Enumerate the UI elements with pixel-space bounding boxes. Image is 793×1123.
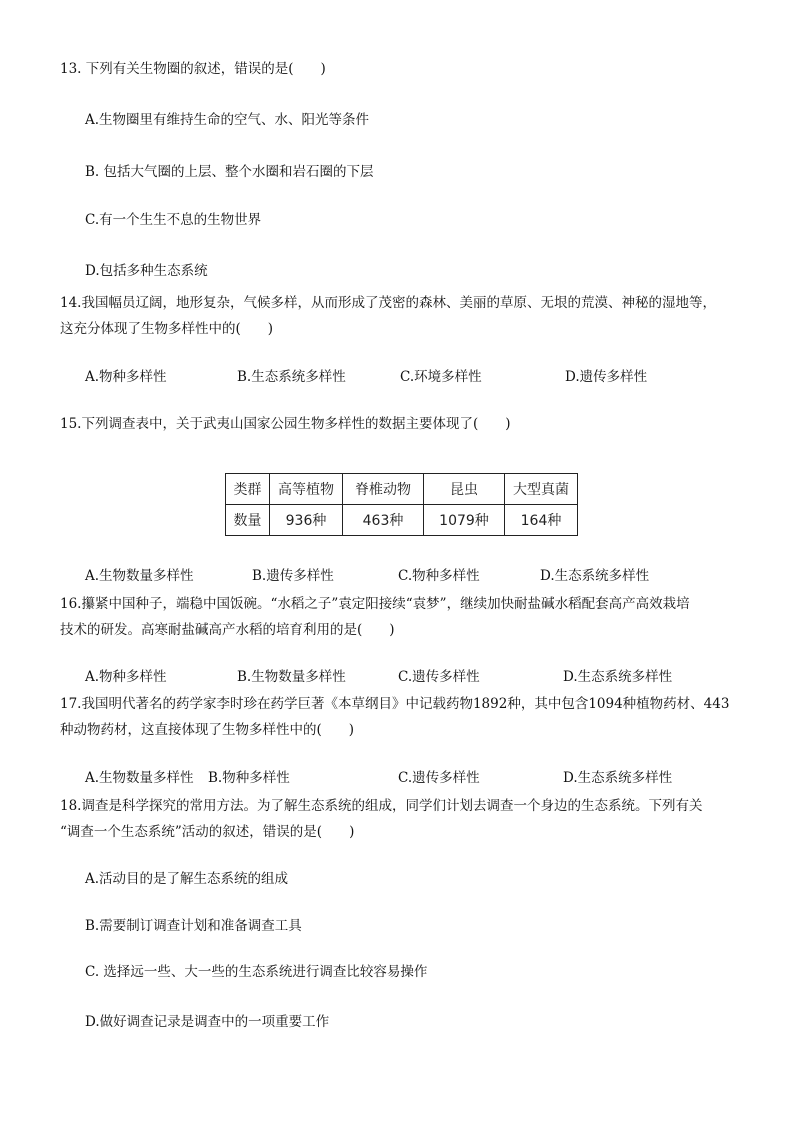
question-15-option-b: B.遗传多样性 [252,568,334,584]
question-17-stem-line-1: 17.我国明代著名的药学家李时珍在药学巨著《本草纲目》中记载药物1892种，其中包含1094种植物药材、443 [60,696,730,712]
question-13-option-b: B. 包括大气圈的上层、整个水圈和岩石圈的下层 [85,164,374,180]
table-row [226,505,578,536]
table-cell: 数量 [226,505,270,536]
question-13-option-c: C.有一个生生不息的生物世界 [85,212,262,228]
question-13-option-d: D.包括多种生态系统 [85,263,208,279]
table-cell: 脊椎动物 [343,474,424,505]
question-18-option-a: A.活动目的是了解生态系统的组成 [85,871,289,887]
question-16-stem-line-2: 技术的研发。高寒耐盐碱高产水稻的培育利用的是( ) [60,622,395,638]
question-16-option-b: B.生物数量多样性 [237,669,346,685]
question-15-option-d: D.生态系统多样性 [540,568,650,584]
question-16-options [85,668,725,686]
table-cell: 昆虫 [424,474,505,505]
question-16-option-c: C.遗传多样性 [398,669,480,685]
question-18-option-d: D.做好调查记录是调查中的一项重要工作 [85,1014,330,1030]
question-16-option-d: D.生态系统多样性 [563,669,673,685]
question-13-stem: 13. 下列有关生物圈的叙述，错误的是( ) [60,61,326,77]
question-14-stem-line-2: 这充分体现了生物多样性中的( ) [60,321,274,337]
question-17-stem-line-2: 种动物药材，这直接体现了生物多样性中的( ) [60,722,355,738]
question-14-option-c: C.环境多样性 [400,369,482,385]
table-cell: 高等植物 [270,474,343,505]
table-cell: 1079种 [424,505,505,536]
table-cell: 164种 [505,505,578,536]
question-14-option-d: D.遗传多样性 [565,369,648,385]
table-header-row [226,474,578,505]
question-15-options [85,567,725,585]
question-16-option-a: A.物种多样性 [85,669,167,685]
question-15-option-c: C.物种多样性 [398,568,480,584]
question-17-option-b: B.物种多样性 [208,770,290,786]
question-15-stem: 15.下列调查表中，关于武夷山国家公园生物多样性的数据主要体现了( ) [60,416,511,432]
question-18-option-b: B.需要制订调查计划和准备调查工具 [85,918,302,934]
question-14-stem-line-1: 14.我国幅员辽阔，地形复杂，气候多样，从而形成了茂密的森林、美丽的草原、无垠的荒漠、神秘的湿地等， [60,295,716,311]
survey-table [225,473,578,536]
table-cell: 类群 [226,474,270,505]
question-17-option-a: A.生物数量多样性 [85,770,194,786]
question-14-options [85,368,725,386]
question-14-option-b: B.生态系统多样性 [237,369,346,385]
question-13-option-a: A.生物圈里有维持生命的空气、水、阳光等条件 [85,112,370,128]
question-14-option-a: A.物种多样性 [85,369,167,385]
question-15-option-a: A.生物数量多样性 [85,568,194,584]
question-18-option-c: C. 选择远一些、大一些的生态系统进行调查比较容易操作 [85,964,428,980]
question-18-stem-line-1: 18.调查是科学探究的常用方法。为了解生态系统的组成，同学们计划去调查一个身边的生态系统。下列有关 [60,798,703,814]
question-17-option-d: D.生态系统多样性 [563,770,673,786]
question-16-stem-line-1: 16.攥紧中国种子，端稳中国饭碗。“水稻之子”袁定阳接续“袁梦”，继续加快耐盐碱水稻配套高产高效栽培 [60,596,690,612]
table-cell: 大型真菌 [505,474,578,505]
table-cell: 936种 [270,505,343,536]
question-18-stem-line-2: “调查一个生态系统”活动的叙述，错误的是( ) [60,824,355,840]
question-17-options [85,769,725,787]
question-17-option-c: C.遗传多样性 [398,770,480,786]
table-cell: 463种 [343,505,424,536]
